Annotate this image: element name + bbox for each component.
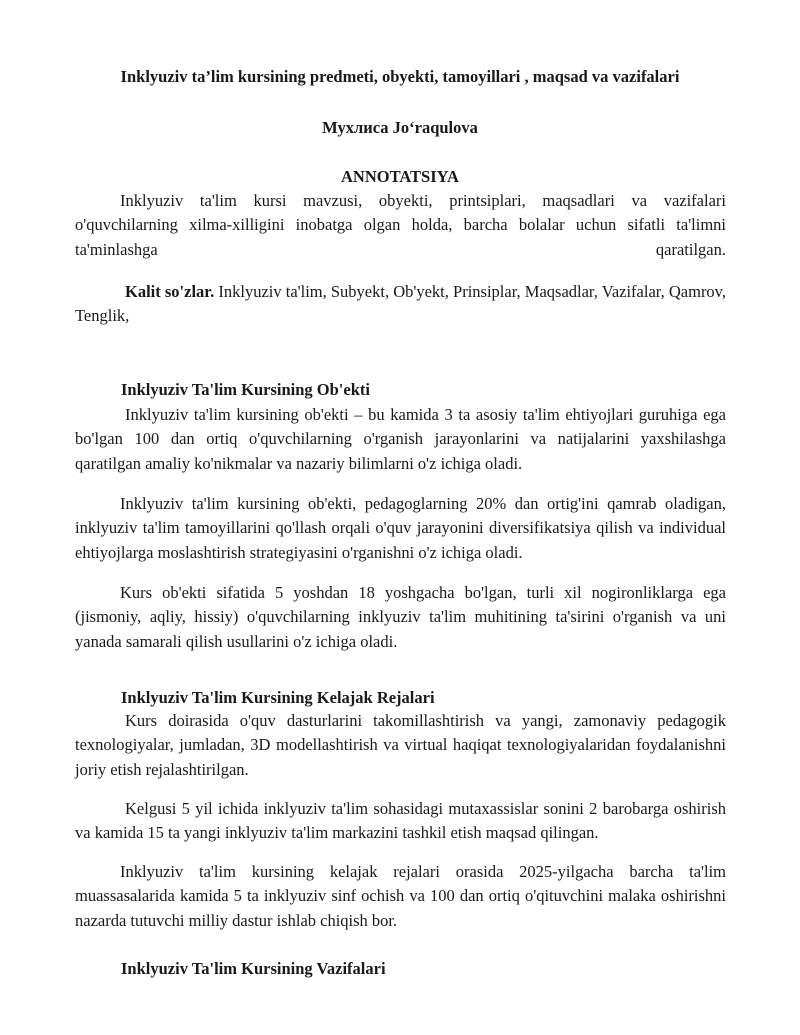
section-paragraph: Inklyuziv ta'lim kursining kelajak rejalari orasida 2025-yilgacha barcha ta'lim muassasalarida kamida 5 ta inklyuziv sinf ochish va 100 dan ortiq o'qituvchini malaka oshirishni nazarda tutuvchi milliy dastur ishlab chiqish bor. <box>75 862 726 930</box>
section-paragraph: Kurs doirasida o'quv dasturlarini takomillashtirish va yangi, zamonaviy pedagogik texnologiyalar, jumladan, 3D modellashtirish va virtual haqiqat texnologiyalaridan foydalanishni joriy etish rejalashtirilgan. <box>75 711 726 779</box>
annotation-heading: ANNOTATSIYA <box>341 167 459 186</box>
author-name: Мухлиса Jo‘raqulova <box>322 118 478 137</box>
section-paragraph: Inklyuziv ta'lim kursining ob'ekti – bu kamida 3 ta asosiy ta'lim ehtiyojlari guruhiga ega bo'lgan 100 dan ortiq o'quvchilarning o'rganish jarayonlarini va natijalarini yaxshilashga qaratilgan amaliy ko'nikmalar va nazariy bilimlarni o'z ichiga oladi. <box>75 405 726 473</box>
keywords-list: Inklyuziv ta'lim, Subyekt, Ob'yekt, Prinsiplar, Maqsadlar, Vazifalar, Qamrov, Tenglik, <box>75 282 726 326</box>
keywords-paragraph <box>75 280 726 329</box>
section-paragraph: Kelgusi 5 yil ichida inklyuziv ta'lim sohasidagi mutaxassislar sonini 2 barobarga oshirish va kamida 15 ta yangi inklyuziv ta'lim markazini tashkil etish maqsad qilingan. <box>75 799 726 843</box>
annotation-paragraph: Inklyuziv ta'lim kursi mavzusi, obyekti, printsiplari, maqsadlari va vazifalari o'quvchilarning xilma-xilligini inobatga olgan holda, barcha bolalar uchun sifatli ta'limni ta'minlashga qaratilgan. <box>75 191 726 259</box>
section-heading-tasks: Inklyuziv Ta'lim Kursining Vazifalari <box>121 959 386 978</box>
document-title: Inklyuziv ta’lim kursining predmeti, obyekti, tamoyillari , maqsad va vazifalari <box>120 67 680 86</box>
section-paragraph: Inklyuziv ta'lim kursining ob'ekti, pedagoglarning 20% dan ortig'ini qamrab oladigan, inklyuziv ta'lim tamoyillarini qo'llash orqali o'quv jarayonini diversifikatsiya qilish va individual ehtiyojlarga moslashtirish strategiyasini o'rganishni o'z ichiga oladi. <box>75 494 726 562</box>
section-paragraph: Kurs ob'ekti sifatida 5 yoshdan 18 yoshgacha bo'lgan, turli xil nogironliklarga ega (jismoniy, aqliy, hissiy) o'quvchilarning inklyuziv ta'lim muhitining ta'sirini o'rganish va uni yanada samarali qilish usullarini o'z ichiga oladi. <box>75 583 726 651</box>
section-heading-future-plans: Inklyuziv Ta'lim Kursining Kelajak Rejalari <box>121 688 435 707</box>
keywords-label: Kalit so'zlar. <box>125 282 215 301</box>
section-heading-object: Inklyuziv Ta'lim Kursining Ob'ekti <box>121 380 370 399</box>
